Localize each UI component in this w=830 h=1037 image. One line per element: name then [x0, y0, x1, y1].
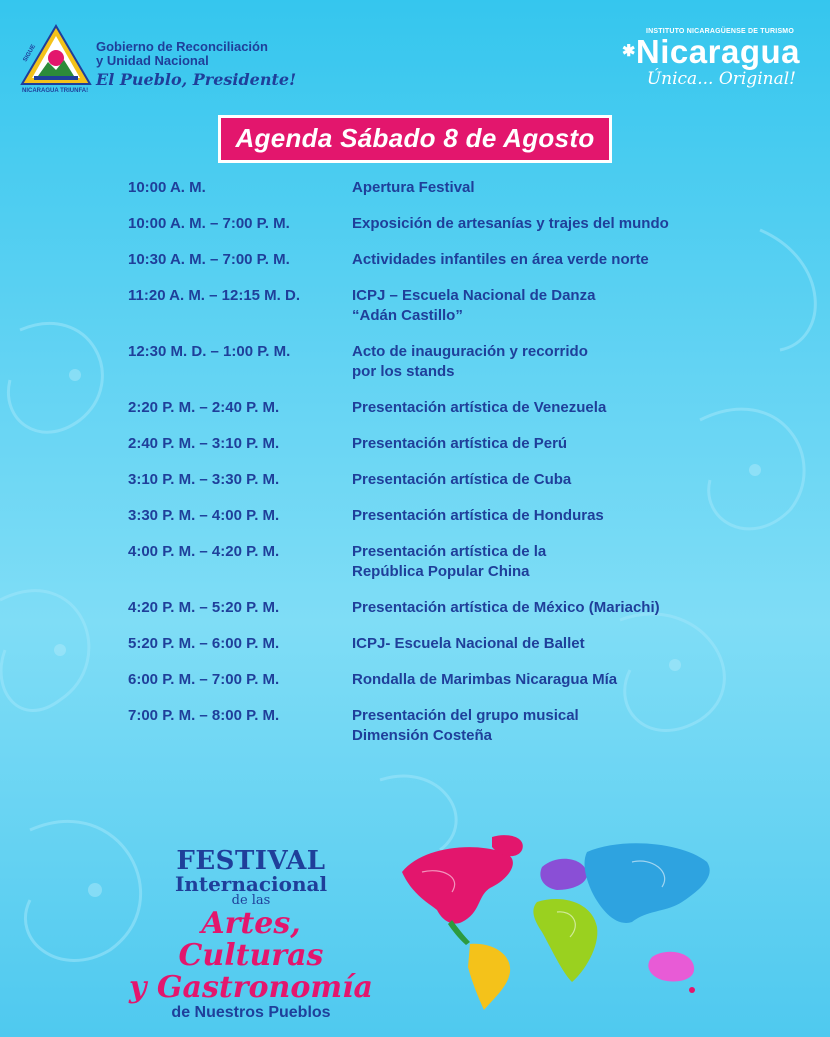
- agenda-time: 10:00 A. M.: [128, 179, 206, 196]
- agenda-time: 5:20 P. M. – 6:00 P. M.: [128, 635, 280, 652]
- central-america-shape: [448, 920, 470, 945]
- gov-name-line2: y Unidad Nacional: [96, 53, 209, 68]
- agenda-time: 4:00 P. M. – 4:20 P. M.: [128, 543, 280, 560]
- agenda-row: [128, 178, 748, 198]
- agenda-row: [128, 506, 748, 526]
- north-america-shape: [402, 847, 513, 923]
- agenda-time: 6:00 P. M. – 7:00 P. M.: [128, 671, 280, 688]
- agenda-activity: Presentación artística de Perú: [352, 435, 568, 452]
- africa-shape: [533, 899, 597, 982]
- agenda-time: 2:20 P. M. – 2:40 P. M.: [128, 399, 280, 416]
- agenda-activity: Presentación artística de la República Popular China: [352, 543, 547, 580]
- brand-name: ✱Nicaragua: [622, 33, 800, 70]
- festival-internacional: Internacional: [174, 872, 328, 896]
- agenda-row: [128, 706, 748, 746]
- festival-logo: [126, 848, 376, 1022]
- agenda-time: 7:00 P. M. – 8:00 P. M.: [128, 707, 280, 724]
- europe-shape: [540, 859, 587, 890]
- agenda-list: [128, 178, 748, 762]
- agenda-activity: ICPJ- Escuela Nacional de Ballet: [352, 635, 585, 652]
- brand-tagline: Única... Original!: [646, 69, 796, 89]
- nicaragua-tourism-logo: [560, 28, 800, 89]
- agenda-row: [128, 250, 748, 270]
- agenda-time: 3:30 P. M. – 4:00 P. M.: [128, 507, 280, 524]
- agenda-row: [128, 214, 748, 234]
- emblem-top-text: SIGUE: [22, 43, 38, 63]
- agenda-row: [128, 342, 748, 382]
- gov-slogan: El Pueblo, Presidente!: [96, 70, 297, 89]
- agenda-activity: Presentación artística de Venezuela: [352, 399, 607, 416]
- asia-shape: [585, 843, 710, 923]
- institute-name: INSTITUTO NICARAGÜENSE DE TURISMO: [645, 28, 794, 35]
- agenda-activity: Presentación del grupo musical Dimensión Costeña: [352, 707, 579, 744]
- agenda-activity: ICPJ – Escuela Nacional de Danza “Adán Castillo”: [352, 287, 596, 324]
- agenda-time: 2:40 P. M. – 3:10 P. M.: [128, 435, 280, 452]
- agenda-row: [128, 670, 748, 690]
- government-header: [96, 40, 356, 89]
- festival-gastronomia: y Gastronomía: [129, 970, 373, 1005]
- agenda-time: 4:20 P. M. – 5:20 P. M.: [128, 599, 280, 616]
- south-america-shape: [468, 944, 510, 1010]
- agenda-activity: Presentación artística de Cuba: [352, 471, 572, 488]
- agenda-time: 3:10 P. M. – 3:30 P. M.: [128, 471, 280, 488]
- agenda-row: [128, 398, 748, 418]
- festival-artes-culturas: Artes, Culturas: [178, 906, 324, 973]
- agenda-activity: Actividades infantiles en área verde norte: [352, 251, 649, 268]
- page-title: Agenda Sábado 8 de Agosto: [221, 118, 608, 160]
- agenda-row: [128, 434, 748, 454]
- agenda-activity: Exposición de artesanías y trajes del mundo: [352, 215, 669, 232]
- agenda-time: 11:20 A. M. – 12:15 M. D.: [128, 287, 301, 304]
- australia-shape: [648, 952, 694, 982]
- agenda-row: [128, 286, 748, 326]
- emblem-bottom-text: NICARAGUA TRIUNFA!: [22, 88, 89, 92]
- agenda-activity: Rondalla de Marimbas Nicaragua Mía: [352, 671, 618, 688]
- government-emblem: [18, 22, 94, 92]
- festival-de-las: de las: [231, 893, 271, 908]
- flower-icon: ✱: [622, 43, 636, 60]
- agenda-time: 12:30 M. D. – 1:00 P. M.: [128, 343, 291, 360]
- agenda-row: [128, 470, 748, 490]
- agenda-row: [128, 542, 748, 582]
- agenda-activity: Apertura Festival: [352, 179, 475, 196]
- agenda-time: 10:30 A. M. – 7:00 P. M.: [128, 251, 290, 268]
- gov-name-line1: Gobierno de Reconciliación: [96, 39, 268, 54]
- festival-nuestros-pueblos: de Nuestros Pueblos: [171, 1004, 331, 1021]
- agenda-time: 10:00 A. M. – 7:00 P. M.: [128, 215, 290, 232]
- festival-word: FESTIVAL: [176, 846, 326, 876]
- agenda-activity: Acto de inauguración y recorrido por los stands: [352, 343, 588, 380]
- world-map-icon: [392, 832, 722, 1012]
- agenda-row: [128, 634, 748, 654]
- agenda-activity: Presentación artística de Honduras: [352, 507, 604, 524]
- agenda-activity: Presentación artística de México (Mariachi): [352, 599, 660, 616]
- agenda-row: [128, 598, 748, 618]
